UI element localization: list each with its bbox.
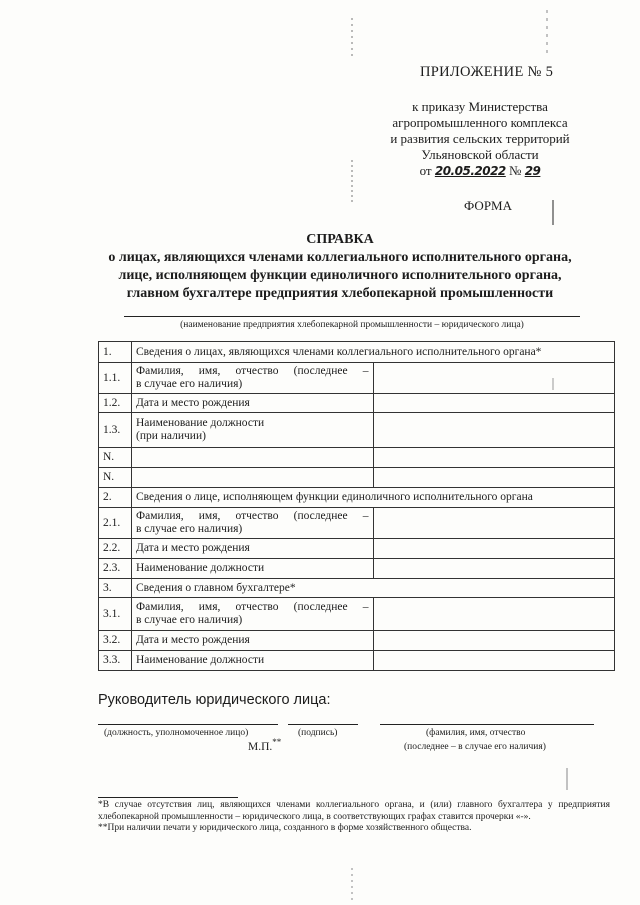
title-line: о лицах, являющихся членами коллегиального исполнительного органа, xyxy=(108,250,572,265)
row-label-line: Фамилия, имя, отчество (последнее – xyxy=(136,510,369,522)
row-number: 3.2. xyxy=(99,631,132,651)
row-label: Дата и место рождения xyxy=(132,631,374,651)
head-of-entity-label: Руководитель юридического лица: xyxy=(98,692,331,708)
order-line: и развития сельских территорий xyxy=(390,131,570,146)
row-label xyxy=(132,413,374,448)
signature-line[interactable] xyxy=(288,724,358,725)
table-row xyxy=(99,413,615,448)
value-cell[interactable] xyxy=(373,631,615,651)
full-name-caption-continued: (последнее – в случае его наличия) xyxy=(404,742,546,752)
appendix-heading: ПРИЛОЖЕНИЕ № 5 xyxy=(420,64,554,80)
table-row xyxy=(99,488,615,508)
value-cell[interactable] xyxy=(373,413,615,448)
order-reference xyxy=(350,99,610,163)
row-label-line: в случае его наличия) xyxy=(136,523,243,535)
row-number: 1.2. xyxy=(99,394,132,413)
row-label xyxy=(132,508,374,539)
document-title xyxy=(60,231,620,303)
row-number: 1. xyxy=(99,342,132,363)
position-signature-line[interactable] xyxy=(98,724,278,725)
row-label-line: (при наличии) xyxy=(136,430,206,442)
full-name-signature-line[interactable] xyxy=(380,724,594,725)
row-number: 3. xyxy=(99,579,132,598)
organization-name-line[interactable] xyxy=(124,316,580,317)
row-label-line: Фамилия, имя, отчество (последнее – xyxy=(136,601,369,613)
order-date-line xyxy=(370,163,590,179)
row-label-line: Наименование должности xyxy=(136,417,265,429)
stamp-place xyxy=(248,737,281,753)
row-label-line: Фамилия, имя, отчество (последнее – xyxy=(136,365,369,377)
value-cell[interactable] xyxy=(373,394,615,413)
footnote-2: **При наличии печати у юридического лица, созданного в форме хозяйственного общества. xyxy=(98,823,472,833)
row-label: Дата и место рождения xyxy=(132,394,374,413)
table-row xyxy=(99,468,615,488)
section-heading: Сведения о главном бухгалтере* xyxy=(132,579,615,598)
order-line: агропромышленного комплекса xyxy=(392,115,568,130)
section-heading: Сведения о лицах, являющихся членами коллегиального исполнительного органа* xyxy=(132,342,615,363)
table-row xyxy=(99,394,615,413)
row-number: 1.3. xyxy=(99,413,132,448)
row-label-line: в случае его наличия) xyxy=(136,378,243,390)
row-label xyxy=(132,448,374,468)
row-number: N. xyxy=(99,448,132,468)
value-cell[interactable] xyxy=(373,448,615,468)
row-label xyxy=(132,598,374,631)
table-row xyxy=(99,448,615,468)
info-table xyxy=(98,341,615,671)
value-cell[interactable] xyxy=(373,508,615,539)
row-label-line: в случае его наличия) xyxy=(136,614,243,626)
row-number: 2.1. xyxy=(99,508,132,539)
row-label: Наименование должности xyxy=(132,559,374,579)
position-caption: (должность, уполномоченное лицо) xyxy=(104,728,249,738)
table-row xyxy=(99,559,615,579)
value-cell[interactable] xyxy=(373,598,615,631)
table-row xyxy=(99,508,615,539)
footnote-separator xyxy=(98,797,238,798)
full-name-caption: (фамилия, имя, отчество xyxy=(426,728,526,738)
footnotes xyxy=(98,800,610,835)
row-number: 2. xyxy=(99,488,132,508)
section-heading: Сведения о лице, исполняющем функции единоличного исполнительного органа xyxy=(132,488,615,508)
row-number: 2.3. xyxy=(99,559,132,579)
value-cell[interactable] xyxy=(373,363,615,394)
title-line: лице, исполняющем функции единоличного исполнительного органа, xyxy=(118,268,562,283)
row-number: 1.1. xyxy=(99,363,132,394)
value-cell[interactable] xyxy=(373,468,615,488)
stamp-footnote-mark: ** xyxy=(272,737,282,747)
order-line: к приказу Министерства xyxy=(412,99,548,114)
row-label: Дата и место рождения xyxy=(132,539,374,559)
row-label xyxy=(132,363,374,394)
value-cell[interactable] xyxy=(373,559,615,579)
row-number: N. xyxy=(99,468,132,488)
title-line: главном бухгалтере предприятия хлебопекарной промышленности xyxy=(126,286,554,301)
table-row xyxy=(99,539,615,559)
stamp-label: М.П. xyxy=(248,740,273,753)
handwritten-number: 29 xyxy=(524,164,541,178)
number-sign: № xyxy=(509,163,522,178)
order-line: Ульяновской области xyxy=(421,147,539,162)
table-row xyxy=(99,631,615,651)
footnote-1: *В случае отсутствия лиц, являющихся членами коллегиального органа, и (или) главного бухгалтера у предприятия хлебопекарной промышленности – юридического лица, в соответствующих графах ставится прочерки «-». xyxy=(98,800,610,822)
title-line: СПРАВКА xyxy=(306,232,374,247)
table-row xyxy=(99,579,615,598)
signature-caption: (подпись) xyxy=(298,728,338,738)
handwritten-date: 20.05.2022 xyxy=(434,164,506,178)
value-cell[interactable] xyxy=(373,539,615,559)
table-row xyxy=(99,598,615,631)
table-row xyxy=(99,363,615,394)
row-label xyxy=(132,468,374,488)
row-number: 2.2. xyxy=(99,539,132,559)
date-prefix: от xyxy=(419,163,432,178)
table-row xyxy=(99,342,615,363)
organization-name-caption: (наименование предприятия хлебопекарной промышленности – юридического лица) xyxy=(180,320,524,330)
row-number: 3.1. xyxy=(99,598,132,631)
row-number: 3.3. xyxy=(99,651,132,671)
form-label: ФОРМА xyxy=(464,198,512,213)
table-row xyxy=(99,651,615,671)
value-cell[interactable] xyxy=(373,651,615,671)
row-label: Наименование должности xyxy=(132,651,374,671)
